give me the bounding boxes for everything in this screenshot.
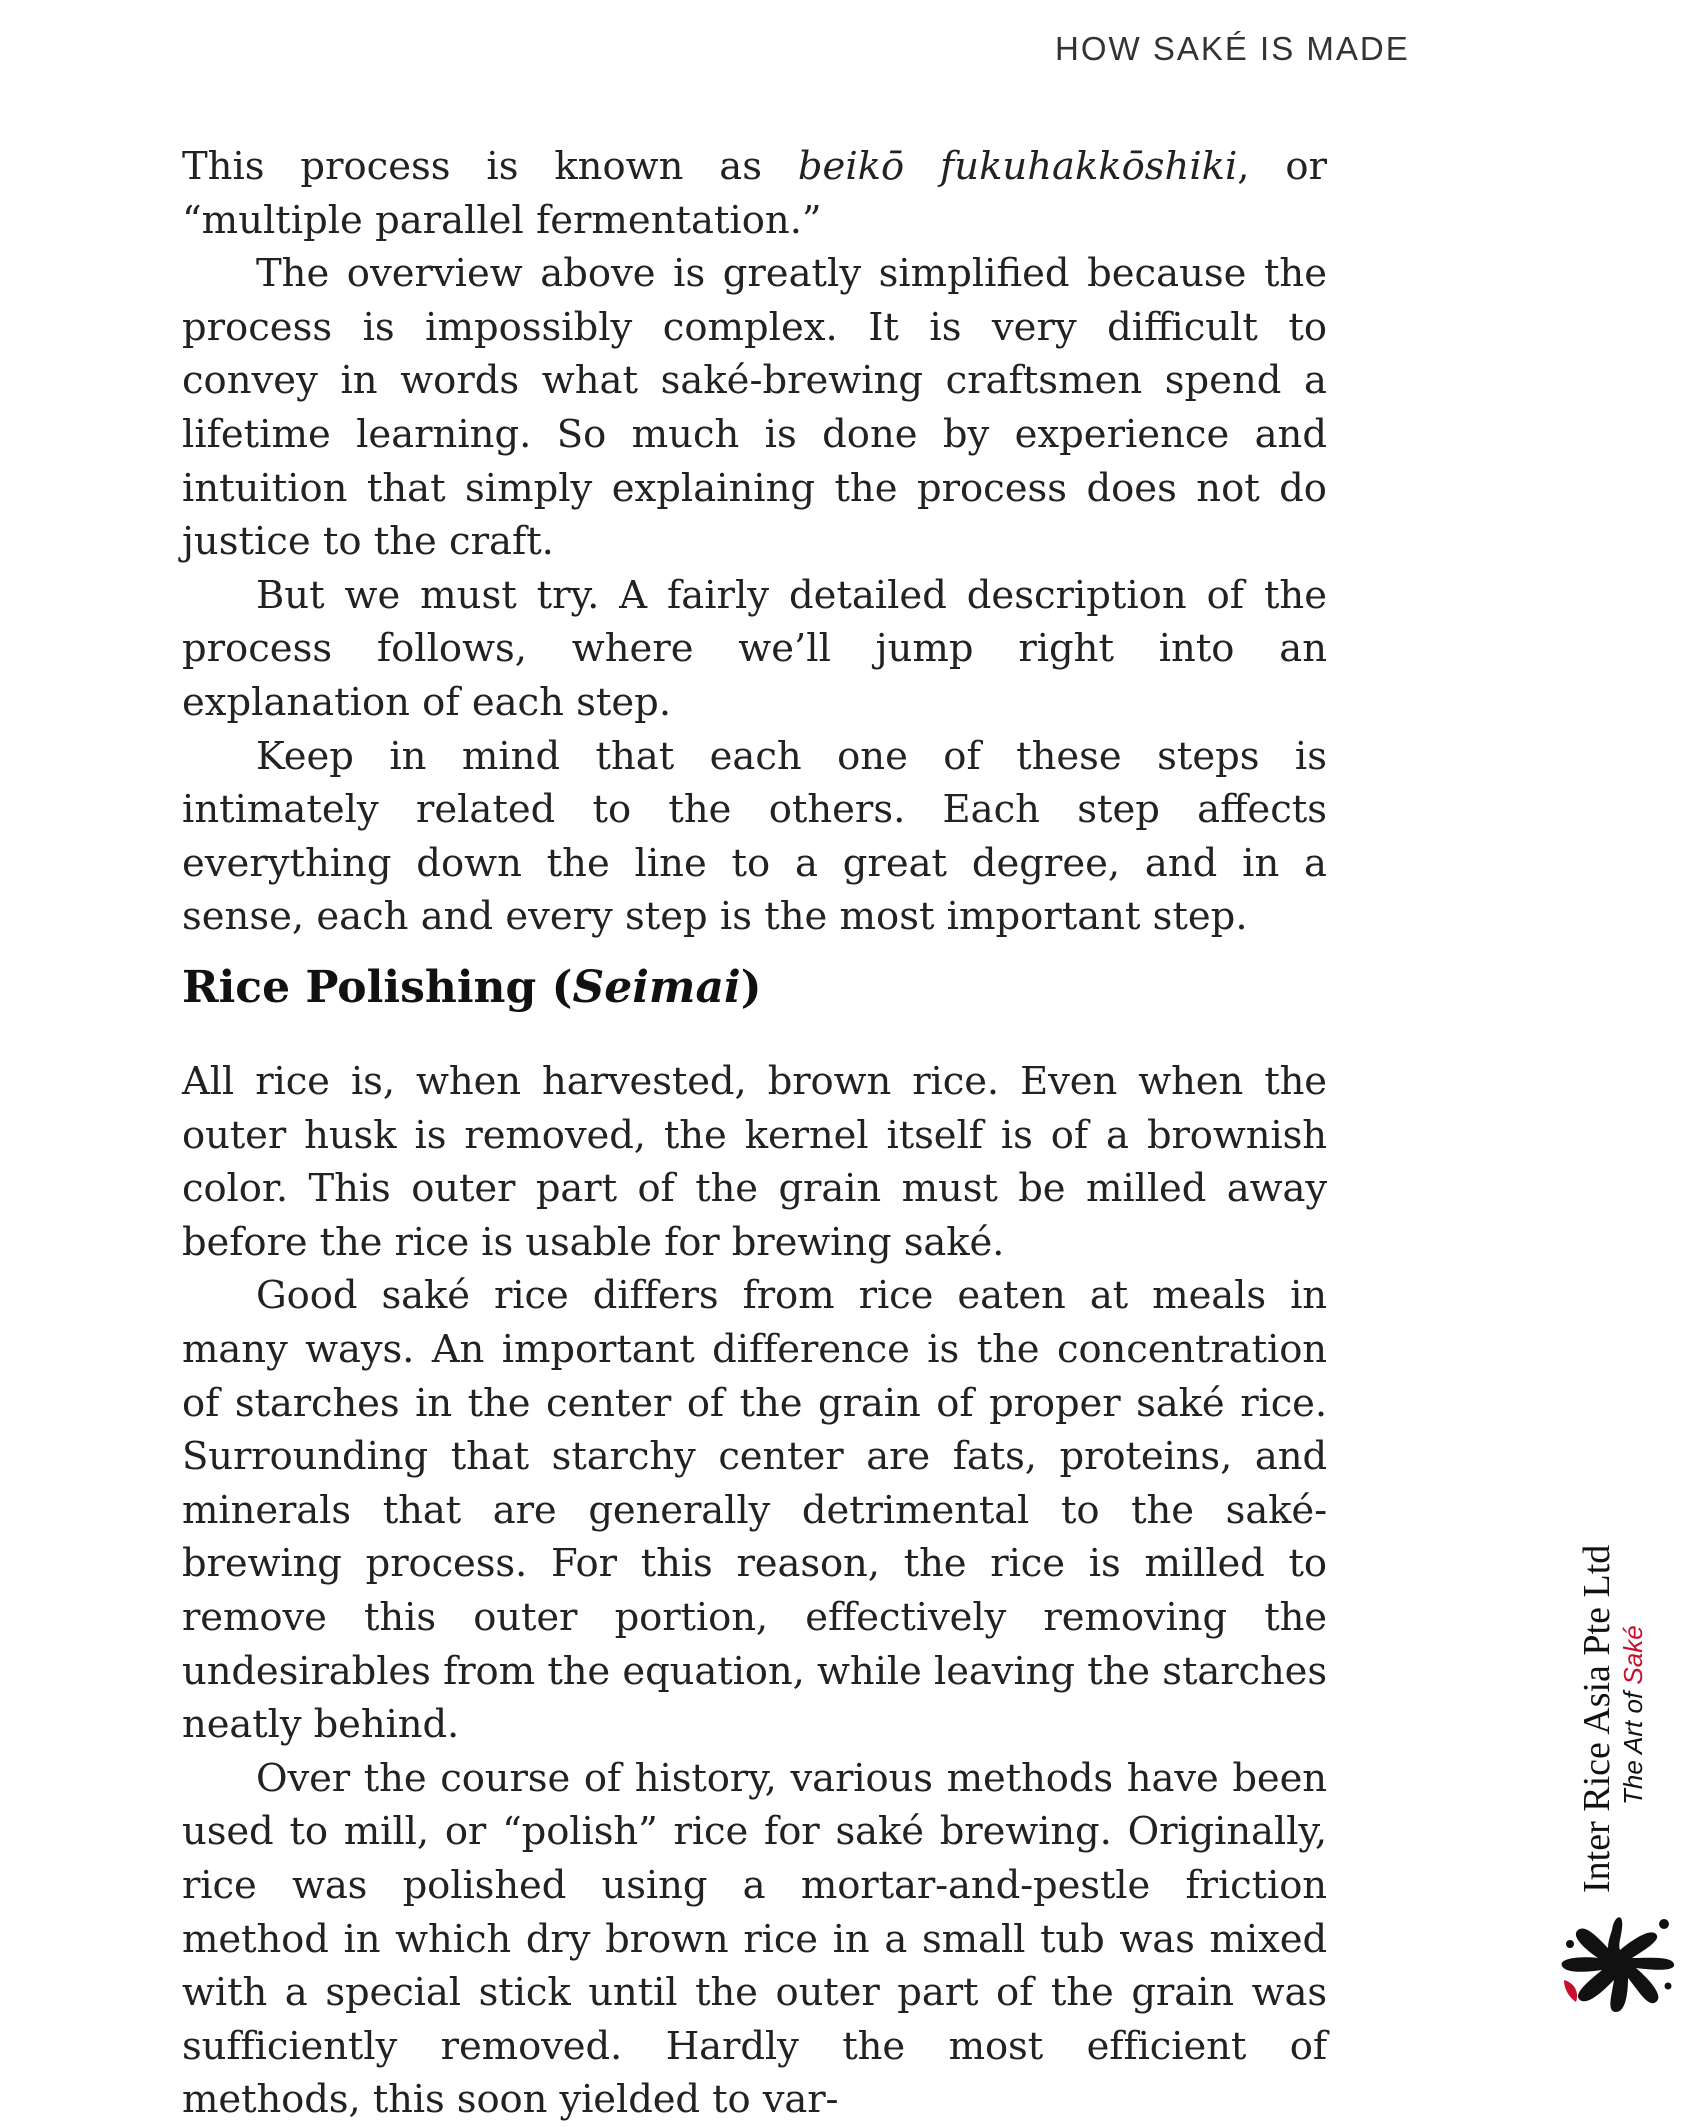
publisher-tagline-prefix: The Art of xyxy=(1618,1684,1648,1805)
intro-paragraph-1 xyxy=(182,140,1327,247)
brush-splash-logo-icon xyxy=(1552,1910,1682,2020)
section-heading-close: ) xyxy=(740,962,762,1013)
intro-p1-before: This process is known as xyxy=(182,144,798,189)
running-head: HOW SAKÉ IS MADE xyxy=(1055,30,1410,67)
section-heading xyxy=(182,962,762,1013)
section-heading-main: Rice Polishing ( xyxy=(182,962,573,1013)
publisher-tagline-accent: Saké xyxy=(1618,1625,1648,1685)
intro-text-block xyxy=(182,140,1327,944)
publisher-mark xyxy=(1540,1535,1690,2015)
publisher-tagline xyxy=(1618,1533,1648,1893)
intro-p1-term: beikō fukuhakkōshiki xyxy=(797,144,1238,189)
intro-paragraph-3: But we must try. A fairly detailed description of the process follows, where we’ll jump right into an explanation of each step. xyxy=(182,572,1327,725)
section-heading-term: Seimai xyxy=(572,962,741,1013)
publisher-name: Inter Rice Asia Pte Ltd xyxy=(1576,1544,1618,1893)
section-paragraph-2: Good saké rice differs from rice eaten at meals in many ways. An important difference is the concentration of starches in the center of the grain of proper saké rice. Surrounding that starchy center are fats, proteins, and minerals that are generally detrimental to the saké-brewing process. For this reason, the rice is milled to remove this outer portion, effectively removing the undesirables from the equation, while leaving the starches neatly behind. xyxy=(182,1273,1327,1748)
intro-paragraph-4: Keep in mind that each one of these steps is intimately related to the others. Each step affects everything down the line to a great degree, and in a sense, each and every step is the most important step. xyxy=(182,733,1327,940)
section-paragraph-1: All rice is, when harvested, brown rice. Even when the outer husk is removed, the kernel itself is of a brownish color. This outer part of the grain must be milled away before the rice is usable for brewing saké. xyxy=(182,1059,1327,1265)
publisher-text xyxy=(1576,1533,1656,1893)
section-paragraph-3: Over the course of history, various methods have been used to mill, or “polish” rice for saké brewing. Originally, rice was polished using a mortar-and-pestle friction method in which dry brown rice in a small tub was mixed with a special stick until the outer part of the grain was sufficiently removed. Hardly the most efficient of methods, this soon yielded to var- xyxy=(182,1755,1327,2123)
intro-p1-after: , or “multiple parallel fermentation.” xyxy=(182,144,1327,243)
section-text-block xyxy=(182,1055,1327,2127)
intro-paragraph-2: The overview above is greatly simplified because the process is impossibly complex. It is very difficult to convey in words what saké-brewing craftsmen spend a lifetime learning. So much is done by experience and intuition that simply explaining the process does not do justice to the craft. xyxy=(182,251,1327,565)
